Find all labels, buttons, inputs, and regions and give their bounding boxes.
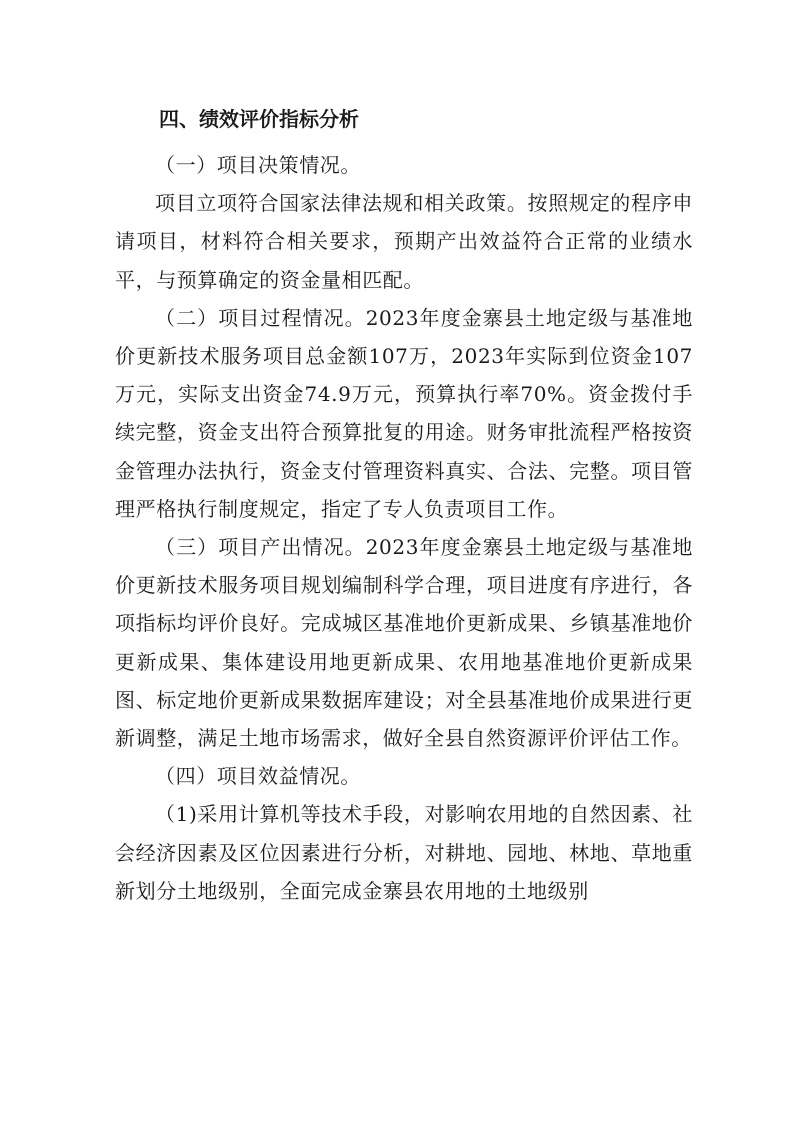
paragraph-decision: 项目立项符合国家法律法规和相关政策。按照规定的程序申请项目，材料符合相关要求，预期产出效益符合正常的业绩水平，与预算确定的资金量相匹配。 [115,191,693,292]
paragraph-process: （二）项目过程情况。2023年度金寨县土地定级与基准地价更新技术服务项目总金额107万，2023年实际到位资金107万元，实际支出资金74.9万元，预算执行率70%。资金拨付手续完整，资金支出符合预算批复的用途。财务审批流程严格按资金管理办法执行，资金支付管理资料真实、合法、完整。项目管理严格执行制度规定，指定了专人负责项目工作。 [115,305,693,521]
subsection-title-benefit: （四）项目效益情况。 [155,764,361,789]
subsection-title-decision: （一）项目决策情况。 [155,153,361,177]
section-heading: 四、绩效评价指标分析 [159,107,359,131]
paragraph-benefit-1: （1)采用计算机等技术手段，对影响农用地的自然因素、社会经济因素及区位因素进行分析，对耕地、园地、林地、草地重新划分土地级别，全面完成金寨县农用地的土地级别 [115,802,693,903]
paragraph-output: （三）项目产出情况。2023年度金寨县土地定级与基准地价更新技术服务项目规划编制科学合理，项目进度有序进行，各项指标均评价良好。完成城区基准地价更新成果、乡镇基准地价更新成果、集体建设用地更新成果、农用地基准地价更新成果图、标定地价更新成果数据库建设；对全县基准地价成果进行更新调整，满足土地市场需求，做好全县自然资源评价评估工作。 [115,535,693,751]
document-body [115,100,693,910]
